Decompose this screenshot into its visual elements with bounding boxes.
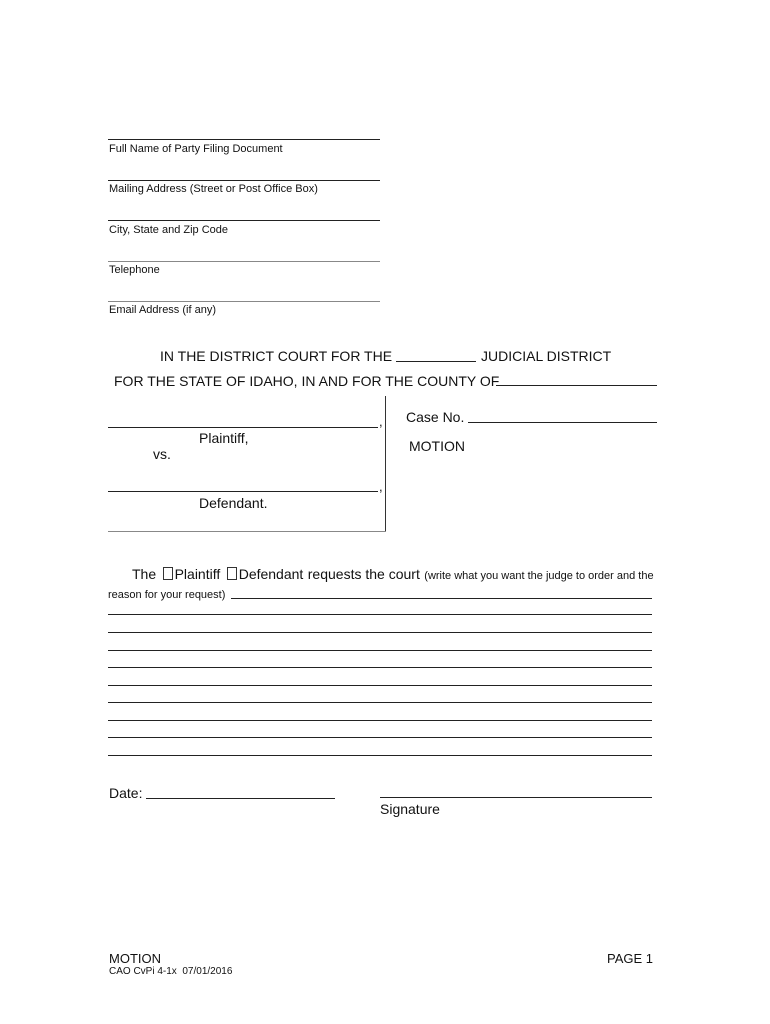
court-line1-end: JUDICIAL DISTRICT bbox=[481, 348, 612, 364]
request-line-3[interactable] bbox=[108, 650, 652, 651]
request-line-4[interactable] bbox=[108, 667, 652, 668]
signature-label: Signature bbox=[380, 801, 440, 817]
defendant-comma: , bbox=[379, 479, 383, 494]
defendant-label: Defendant. bbox=[199, 495, 268, 511]
plaintiff-name-line[interactable] bbox=[108, 427, 378, 428]
defendant-checkbox[interactable] bbox=[227, 567, 237, 580]
city-state-zip-line[interactable] bbox=[108, 220, 380, 221]
request-sentence bbox=[132, 566, 654, 584]
caption-bottom-line bbox=[108, 531, 386, 532]
request-line-9[interactable] bbox=[108, 755, 652, 756]
telephone-label: Telephone bbox=[109, 264, 160, 276]
footer-page-number: PAGE 1 bbox=[607, 951, 654, 966]
court-line2: FOR THE STATE OF IDAHO, IN AND FOR THE COUNTY OF bbox=[114, 373, 500, 389]
full-name-label: Full Name of Party Filing Document bbox=[109, 143, 283, 155]
vs-label: vs. bbox=[153, 446, 171, 462]
mailing-address-line[interactable] bbox=[108, 180, 380, 181]
requests-text: requests the court bbox=[307, 566, 420, 582]
request-the: The bbox=[132, 566, 157, 582]
city-state-zip-label: City, State and Zip Code bbox=[109, 224, 229, 236]
case-no-blank[interactable] bbox=[468, 422, 657, 423]
request-line-5[interactable] bbox=[108, 685, 652, 686]
request-line-1[interactable] bbox=[108, 614, 652, 615]
caption-divider bbox=[385, 396, 386, 531]
case-no-label: Case No. bbox=[406, 409, 465, 425]
county-blank[interactable] bbox=[496, 385, 657, 386]
court-line1-start: IN THE DISTRICT COURT FOR THE bbox=[160, 348, 393, 364]
defendant-option-label: Defendant bbox=[238, 566, 304, 582]
instruction-part1: (write what you want the judge to order and the bbox=[424, 570, 654, 582]
request-line-6[interactable] bbox=[108, 702, 652, 703]
plaintiff-comma: , bbox=[379, 414, 383, 429]
defendant-name-line[interactable] bbox=[108, 491, 378, 492]
plaintiff-label: Plaintiff, bbox=[199, 430, 249, 446]
footer-title: MOTION bbox=[109, 951, 161, 966]
email-line[interactable] bbox=[108, 301, 380, 302]
date-line[interactable] bbox=[146, 798, 335, 799]
date-label: Date: bbox=[109, 785, 143, 801]
plaintiff-option-label: Plaintiff bbox=[174, 566, 221, 582]
footer-form-code: CAO CvPi 4-1x 07/01/2016 bbox=[109, 966, 233, 977]
judicial-district-blank[interactable] bbox=[396, 361, 476, 362]
document-title: MOTION bbox=[409, 438, 465, 454]
mailing-address-label: Mailing Address (Street or Post Office Box) bbox=[109, 183, 318, 195]
request-line-7[interactable] bbox=[108, 720, 652, 721]
signature-line[interactable] bbox=[380, 797, 652, 798]
full-name-line[interactable] bbox=[108, 139, 380, 140]
email-label: Email Address (if any) bbox=[109, 304, 216, 316]
telephone-line[interactable] bbox=[108, 261, 380, 262]
request-line-8[interactable] bbox=[108, 737, 652, 738]
request-line-2[interactable] bbox=[108, 632, 652, 633]
request-line-0[interactable] bbox=[231, 598, 652, 599]
plaintiff-checkbox[interactable] bbox=[163, 567, 173, 580]
instruction-part2: reason for your request) bbox=[108, 589, 226, 601]
